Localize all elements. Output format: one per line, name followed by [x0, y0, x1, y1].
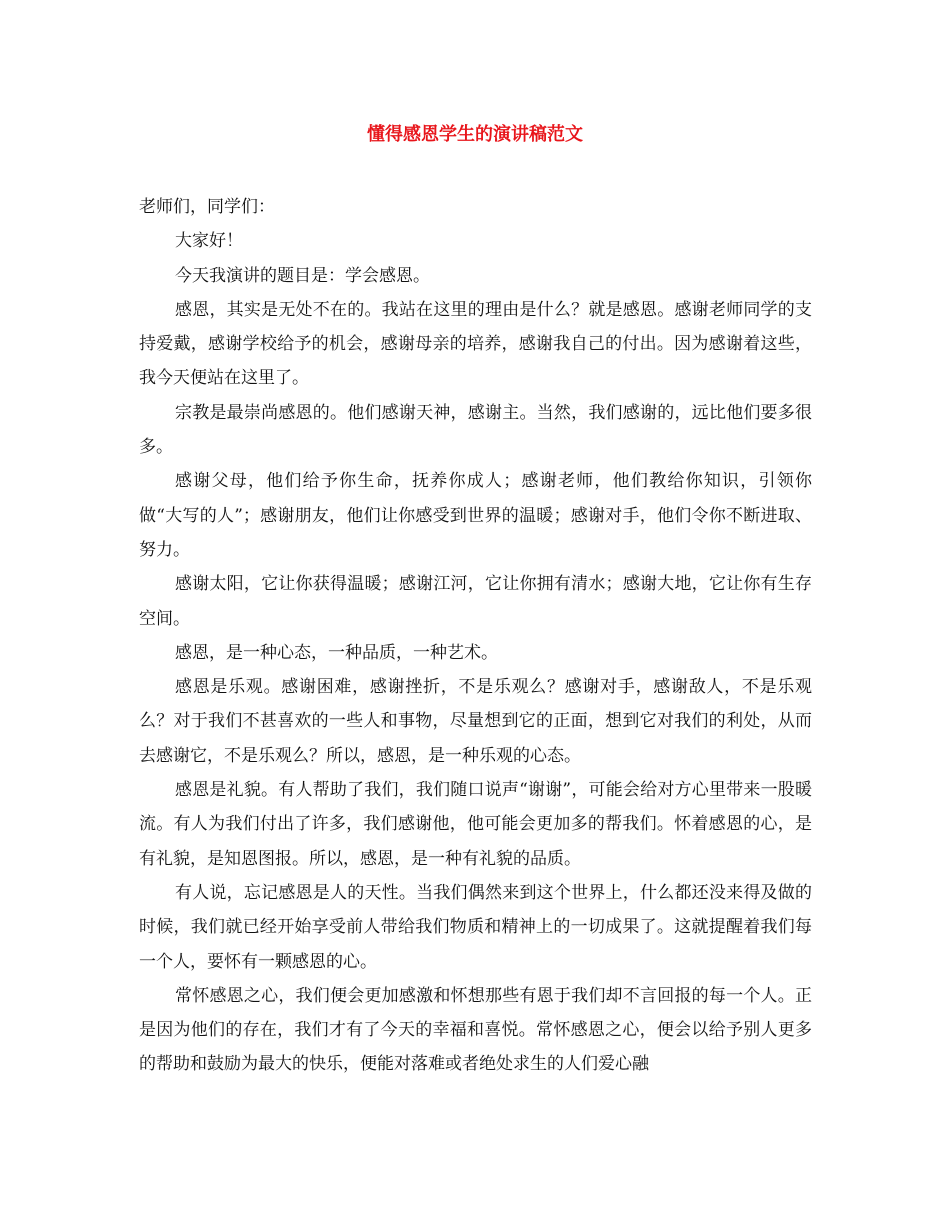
- document-title: 懂得感恩学生的演讲稿范文: [367, 124, 583, 145]
- paragraph: 宗教是最崇尚感恩的。他们感谢天神，感谢主。当然，我们感谢的，远比他们要多很多。: [139, 402, 812, 458]
- paragraph: 感恩是乐观。感谢困难，感谢挫折，不是乐观么？感谢对手，感谢敌人，不是乐观么？对于我们不甚喜欢的一些人和事物，尽量想到它的正面，想到它对我们的利处，从而去感谢它，不是乐观么？所以，感恩，是一种乐观的心态。: [139, 677, 812, 766]
- paragraph: 有人说，忘记感恩是人的天性。当我们偶然来到这个世界上，什么都还没来得及做的时候，我们就已经开始享受前人带给我们物质和精神上的一切成果了。这就提醒着我们每一个人，要怀有一颗感恩的心。: [139, 882, 812, 972]
- paragraph: 今天我演讲的题目是：学会感恩。: [175, 265, 430, 286]
- paragraph: 感谢太阳，它让你获得温暖；感谢江河，它让你拥有清水；感谢大地，它让你有生存空间。: [139, 574, 812, 629]
- greeting: 大家好！: [175, 231, 243, 252]
- paragraph: 常怀感恩之心，我们便会更加感激和怀想那些有恩于我们却不言回报的每一个人。正是因为他们的存在，我们才有了今天的幸福和喜悦。常怀感恩之心，便会以给予别人更多的帮助和鼓励为最大的快乐，便能对落难或者绝处求生的人们爱心融: [139, 985, 812, 1075]
- paragraph: 感谢父母，他们给予你生命，抚养你成人；感谢老师，他们教给你知识，引领你做“大写的人”；感谢朋友，他们让你感受到世界的温暖；感谢对手，他们令你不断进取、努力。: [139, 471, 812, 560]
- document-body: [139, 190, 812, 1082]
- paragraph: 感恩，其实是无处不在的。我站在这里的理由是什么？就是感恩。感谢老师同学的支持爱戴，感谢学校给予的机会，感谢母亲的培养，感谢我自己的付出。因为感谢着这些，我今天便站在这里了。: [139, 299, 812, 389]
- paragraph: 感恩是礼貌。有人帮助了我们，我们随口说声“谢谢”，可能会给对方心里带来一股暖流。有人为我们付出了许多，我们感谢他，他可能会更加多的帮我们。怀着感恩的心，是有礼貌，是知恩图报。所以，感恩，是一种有礼貌的品质。: [139, 780, 812, 869]
- paragraph: 感恩，是一种心态，一种品质，一种艺术。: [175, 642, 498, 663]
- salutation: 老师们，同学们：: [139, 197, 275, 217]
